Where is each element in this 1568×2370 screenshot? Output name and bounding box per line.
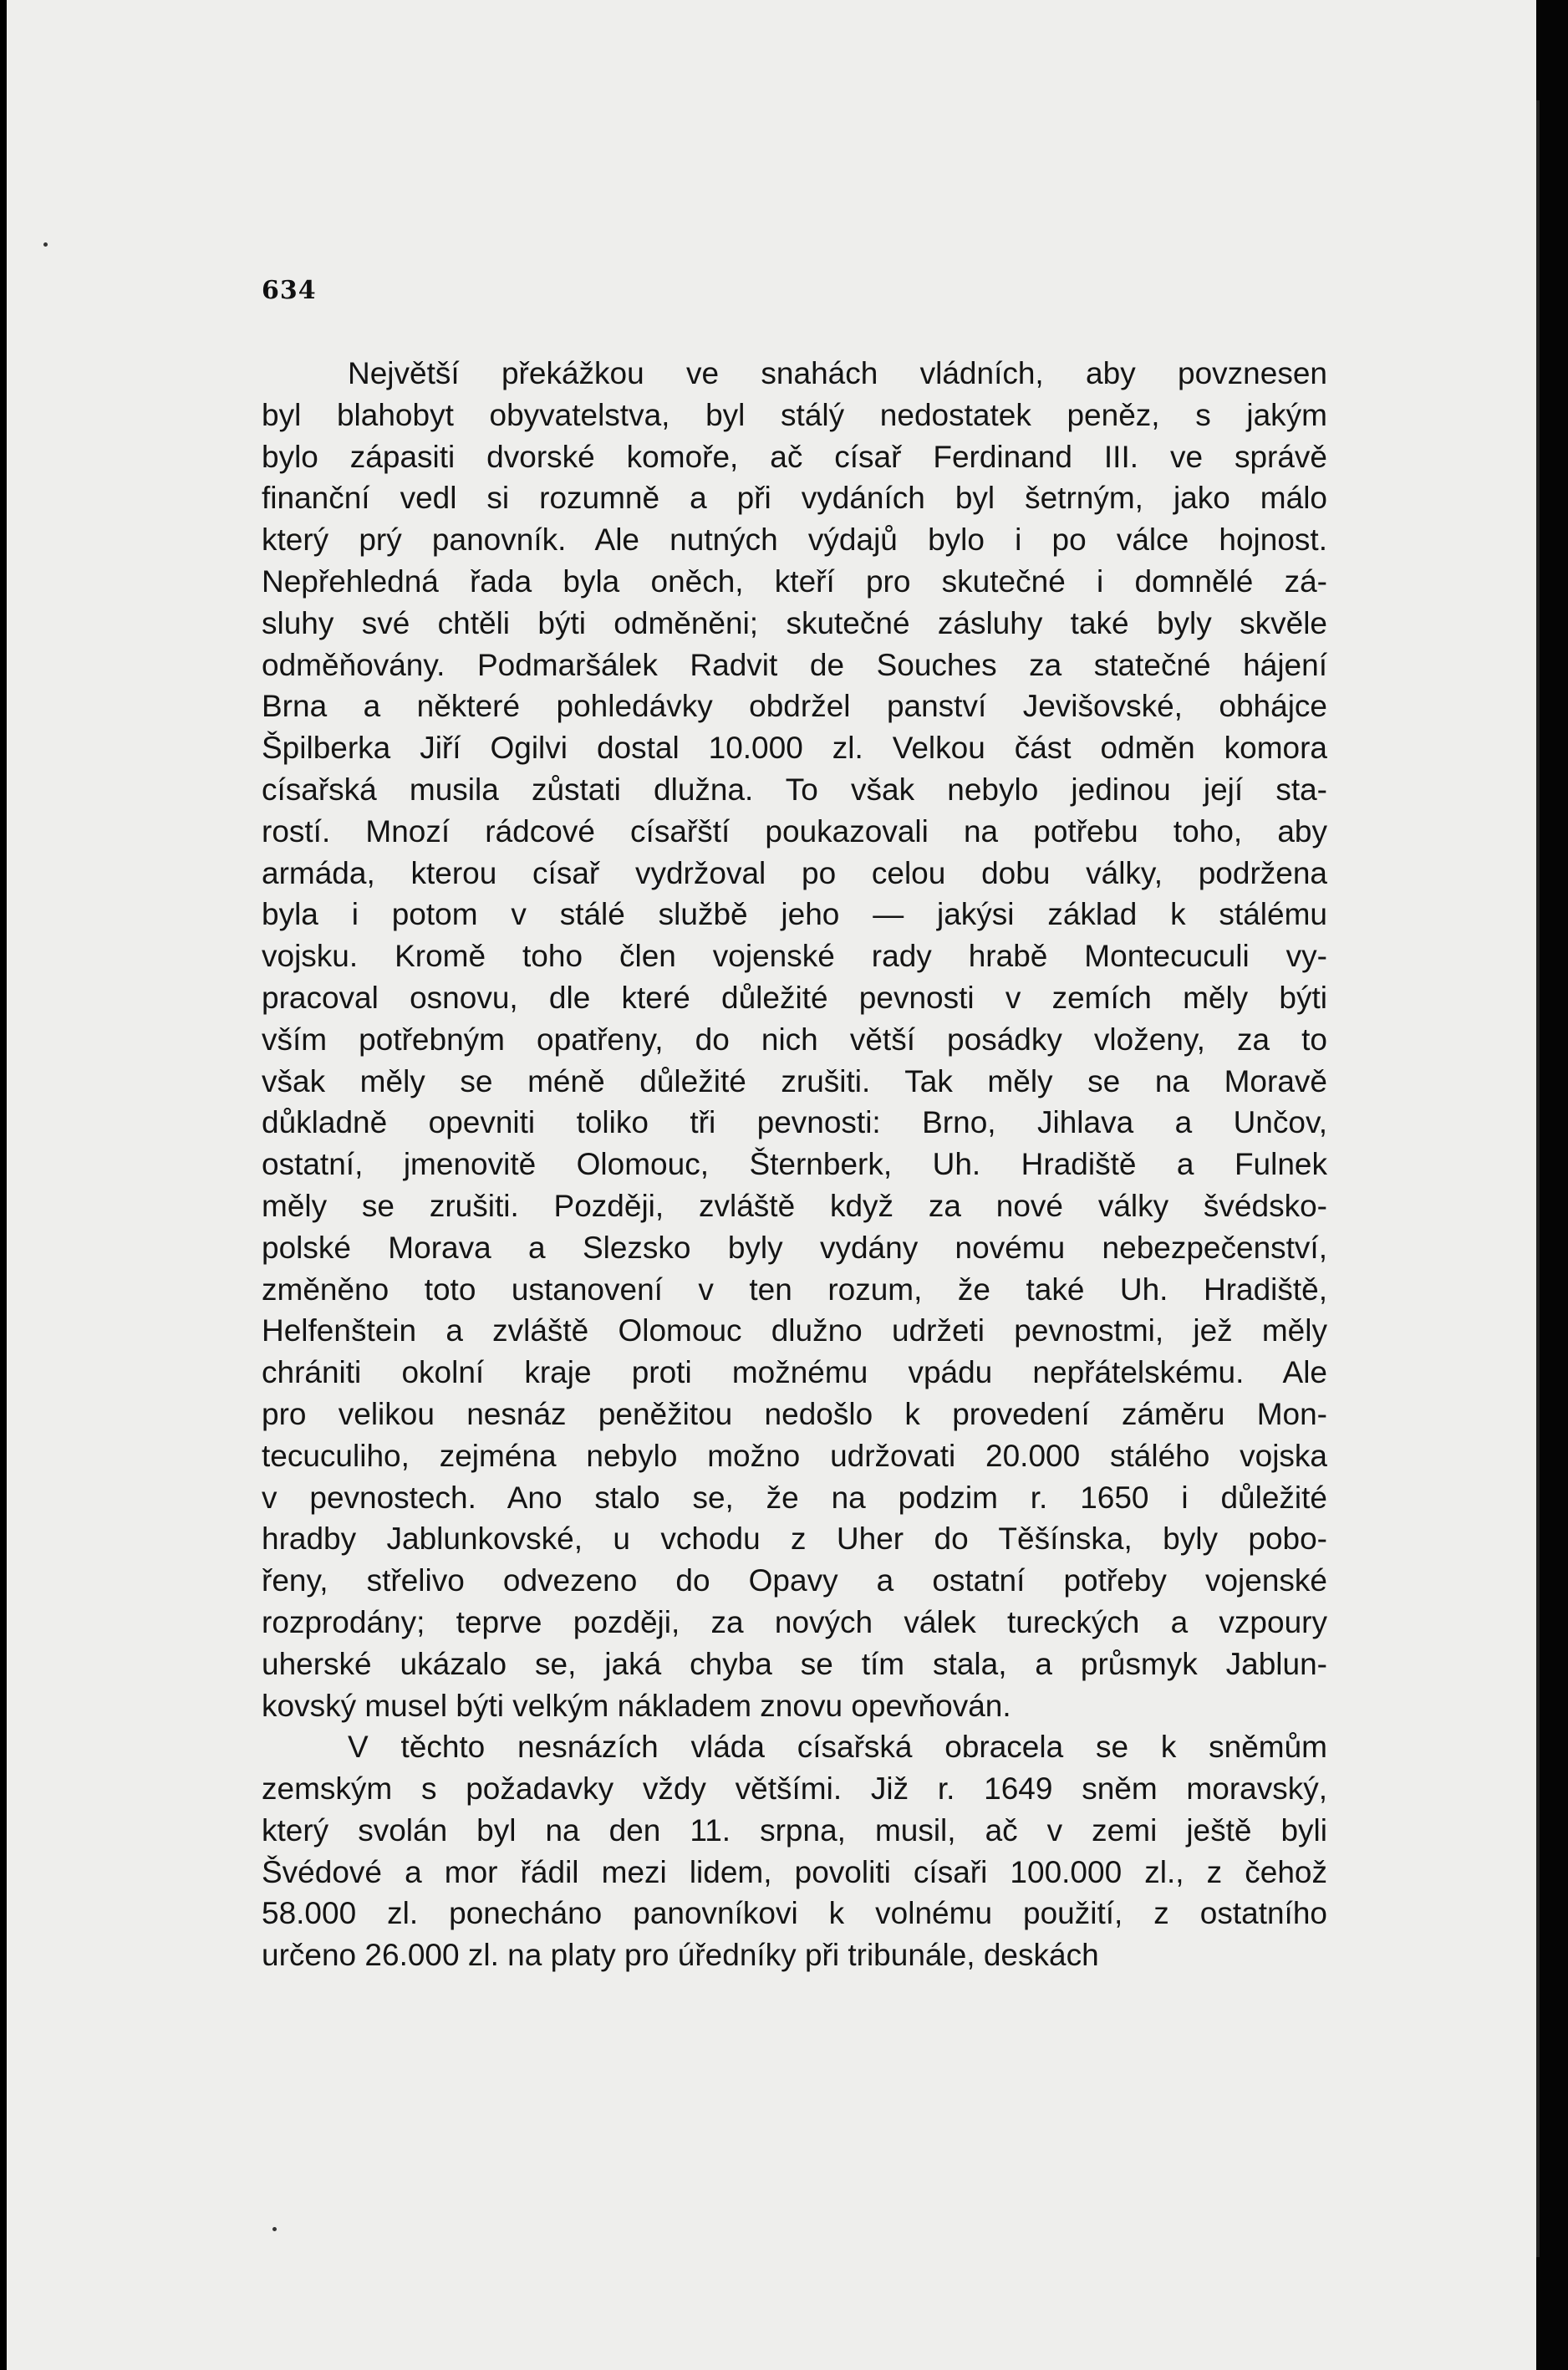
paragraph-2: [262, 1726, 1327, 1976]
text-line: pro velikou nesnáz peněžitou nedošlo k provedení záměru Mon-: [262, 1396, 1327, 1431]
text-line: důkladně opevniti toliko tři pevnosti: Brno, Jihlava a Unčov,: [262, 1105, 1327, 1140]
scan-speck: [43, 242, 48, 247]
text-line: kovský musel býti velkým nákladem znovu opevňován.: [262, 1688, 1011, 1723]
text-line: chrániti okolní kraje proti možnému vpádu nepřátelskému. Ale: [262, 1355, 1327, 1390]
body-text: [262, 353, 1327, 1976]
page-number: 634: [262, 276, 317, 305]
text-line: však měly se méně důležité zrušiti. Tak měly se na Moravě: [262, 1063, 1327, 1098]
text-line: Švédové a mor řádil mezi lidem, povoliti císaři 100.000 zl., z čehož: [262, 1854, 1327, 1889]
text-line: armáda, kterou císař vydržoval po celou dobu války, podržena: [262, 855, 1327, 890]
text-line: Největší překážkou ve snahách vládních, aby povznesen: [348, 356, 1327, 390]
text-line: císařská musila zůstati dlužna. To však nebylo jedinou její sta-: [262, 772, 1327, 807]
text-line: měly se zrušiti. Později, zvláště když za nové války švédsko-: [262, 1188, 1327, 1223]
text-line: ostatní, jmenovitě Olomouc, Šternberk, Uh. Hradiště a Fulnek: [262, 1147, 1327, 1182]
paragraph-1: [262, 353, 1327, 1726]
text-line: finanční vedl si rozumně a při vydáních byl šetrným, jako málo: [262, 481, 1327, 516]
text-line: Brna a některé pohledávky obdržel panství Jevišovské, obhájce: [262, 689, 1327, 724]
text-line: rozprodány; teprve později, za nových válek tureckých a vzpoury: [262, 1604, 1327, 1639]
text-line: který svolán byl na den 11. srpna, musil, ač v zemi ještě byli: [262, 1812, 1327, 1848]
text-line: hradby Jablunkovské, u vchodu z Uher do Těšínska, byly pobo-: [262, 1521, 1327, 1557]
text-line: řeny, střelivo odvezeno do Opavy a ostatní potřeby vojenské: [262, 1563, 1327, 1598]
text-line: sluhy své chtěli býti odměněni; skutečné zásluhy také byly skvěle: [262, 605, 1327, 640]
text-line: polské Morava a Slezsko byly vydány novému nebezpečenství,: [262, 1230, 1327, 1265]
text-line: Špilberka Jiří Ogilvi dostal 10.000 zl. Velkou část odměn komora: [262, 731, 1327, 766]
text-line: byla i potom v stálé službě jeho — jakýsi základ k stálému: [262, 897, 1327, 932]
text-line: zemským s požadavky vždy většími. Již r. 1649 sněm moravský,: [262, 1771, 1327, 1807]
text-line: Helfenštein a zvláště Olomouc dlužno udržeti pevnostmi, jež měly: [262, 1313, 1327, 1348]
text-line: vším potřebným opatřeny, do nich větší posádky vloženy, za to: [262, 1022, 1327, 1057]
text-line: 58.000 zl. ponecháno panovníkovi k volnému použití, z ostatního: [262, 1896, 1327, 1931]
text-line: Nepřehledná řada byla oněch, kteří pro skutečné i domnělé zá-: [262, 563, 1327, 599]
scanned-book-page: [7, 0, 1536, 2370]
text-line: vojsku. Kromě toho člen vojenské rady hrabě Montecuculi vy-: [262, 939, 1327, 974]
text-line: uherské ukázalo se, jaká chyba se tím stala, a průsmyk Jablun-: [262, 1646, 1327, 1681]
text-line: tecuculiho, zejména nebylo možno udržovati 20.000 stálého vojska: [262, 1438, 1327, 1473]
text-line: byl blahobyt obyvatelstva, byl stálý nedostatek peněz, s jakým: [262, 397, 1327, 432]
scan-speck: [272, 2227, 277, 2231]
text-line: pracoval osnovu, dle které důležité pevnosti v zemích měly býti: [262, 980, 1327, 1015]
text-line: rostí. Mnozí rádcové císařští poukazovali na potřebu toho, aby: [262, 813, 1327, 849]
binding-edge-line: [1536, 100, 1540, 2257]
text-line: který prý panovník. Ale nutných výdajů bylo i po válce hojnost.: [262, 522, 1327, 558]
text-line: změněno toto ustanovení v ten rozum, že také Uh. Hradiště,: [262, 1272, 1327, 1307]
text-line: v pevnostech. Ano stalo se, že na podzim r. 1650 i důležité: [262, 1480, 1327, 1515]
book-binding-edge: [1536, 0, 1568, 2370]
text-line: V těchto nesnázích vláda císařská obracela se k sněmům: [348, 1730, 1327, 1765]
text-line: bylo zápasiti dvorské komoře, ač císař Ferdinand III. ve správě: [262, 439, 1327, 474]
text-line: odměňovány. Podmaršálek Radvit de Souches za statečné hájení: [262, 647, 1327, 682]
text-line: určeno 26.000 zl. na platy pro úředníky při tribunále, deskách: [262, 1938, 1099, 1973]
